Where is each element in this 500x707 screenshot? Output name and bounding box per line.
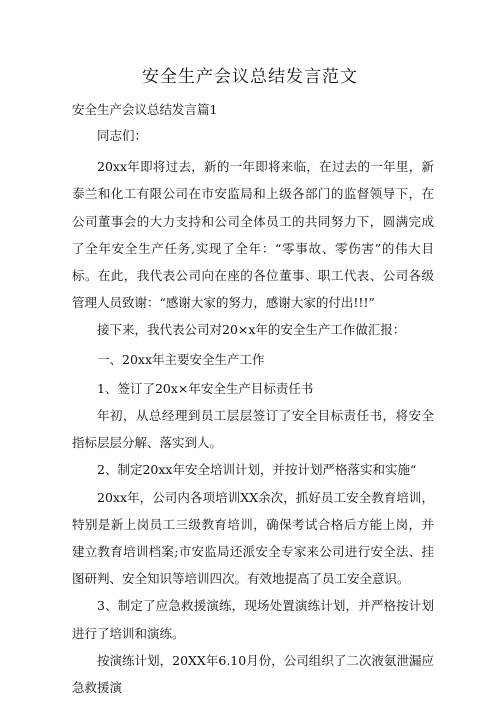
item-heading-2: 2、制定20xx年安全培训计划，并按计划严格落实和实施“ [97,462,417,478]
document-body [72,122,434,701]
paragraph-item-1: 年初，从总经理到员工层层签订了安全目标责任书，将安全指标层层分解、落实到人。 [72,408,434,451]
paragraph-report-lead: 接下来，我代表公司对20×x年的安全生产工作做汇报： [97,322,406,338]
item-heading-3: 3、制定了应急救援演练，现场处置演练计划，并严格按计划进行了培训和演练。 [72,598,434,641]
paragraph-greeting: 同志们： [97,128,148,143]
document-subtitle: 安全生产会议总结发言篇1 [72,102,218,117]
paragraph-item-2: 20xx年，公司内各项培训XX余次，抓好员工安全教育培训，特别是新上岗员工三级教育培训，确保考试合格后方能上岗，并建立教育培训档案;市安监局还派安全专家来公司进行安全法、挂图研判、安全知识等培训四次。有效地提高了员工安全意识。 [72,489,434,587]
item-heading-1: 1、签订了20x×年安全生产目标责任书 [97,380,314,396]
document-title: 安全生产会议总结发言范文 [142,67,358,87]
paragraph-intro: 20xx年即将过去，新的一年即将来临，在过去的一年里，新泰兰和化工有限公司在市安监局和上级各部门的监督领导下，在公司董事会的大力支持和公司全体员工的共同努力下，圆满完成了全年安全生产任务,实现了全年：“零事故、零伤害”的伟大目标。在此，我代表公司向在座的各位董事、职工代表、公司各级管理人员致谢：“感谢大家的努力，感谢大家的付出!!!” [72,159,434,311]
section-heading-1: 一、20xx年主要安全生产工作 [97,351,265,367]
paragraph-item-3: 按演练计划，20XX年6.10月份，公司组织了二次液氨泄漏应急救援演 [72,652,434,696]
